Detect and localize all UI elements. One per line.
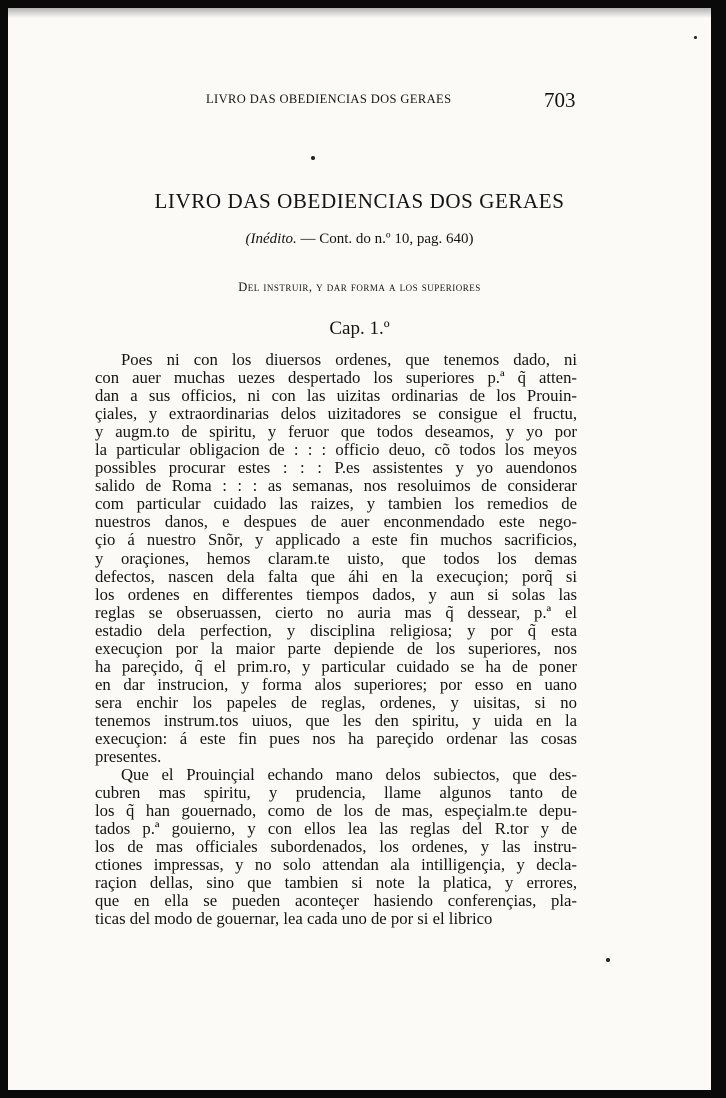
body-line: com particular cuidado las raizes, y tambien los remedios de bbox=[95, 495, 577, 514]
section-heading: Del instruir, y dar forma a los superiores bbox=[238, 280, 481, 294]
body-line: Que el Prouinçial echando mano delos subiectos, que des- bbox=[121, 766, 577, 785]
body-line: y augm.to de spiritu, y feruor que todos deseamos, y yo por bbox=[95, 423, 577, 442]
body-text bbox=[95, 351, 577, 929]
body-line: reglas se obseruassen, cierto no auria mas q̃ dessear, p.ª el bbox=[95, 603, 577, 622]
body-line: con auer muchas uezes despertado los superiores p.ª q̃ atten- bbox=[95, 369, 577, 388]
subtitle-rest: — Cont. do n.º 10, pag. 640) bbox=[296, 231, 474, 247]
body-line: nuestros danos, e despues de auer enconmendado este nego- bbox=[95, 513, 577, 532]
body-line: los q̃ han gouernado, como de los de mas, espeçialm.te depu- bbox=[95, 802, 577, 821]
body-line: tenemos instrum.tos uiuos, que les den spiritu, y uida en la bbox=[95, 711, 577, 730]
body-line: ticas del modo de gouernar, lea cada uno de por si el librico bbox=[95, 910, 493, 929]
running-header bbox=[8, 88, 711, 118]
body-line: cubren mas spiritu, y prudencia, llame algunos tanto de bbox=[95, 784, 577, 803]
subtitle-italic: (Inédito. bbox=[245, 231, 297, 247]
body-line: ha pareçido, q̃ el prim.ro, y particular cuidado se ha de poner bbox=[95, 657, 577, 676]
body-line: sera enchir los papeles de reglas, ordenes, y uisitas, si no bbox=[95, 693, 577, 712]
body-line: çio á nuestro Snõr, y applicado a este fin muchos sacrificios, bbox=[95, 531, 577, 550]
body-line: la particular obligacion de : : : officio deuo, cõ todos los meyos bbox=[95, 441, 577, 460]
scan-edge-shadow bbox=[8, 8, 711, 18]
body-line: ctiones impressas, y no solo attendan ala intilligençia, y decla- bbox=[95, 856, 577, 875]
ink-speck bbox=[311, 156, 315, 160]
body-line: raçion dellas, sino que tambien si note la platica, y errores, bbox=[95, 874, 577, 893]
body-line: en dar instrucion, y forma alos superiores; por esso en uano bbox=[95, 675, 577, 694]
body-line: execuçion por la maior parte depiende de los superiores, nos bbox=[95, 639, 577, 658]
body-line: dan a sus officios, ni con las uizitas ordinarias de los Prouin- bbox=[95, 387, 577, 406]
body-line: defectos, nascen dela falta que áhi en la execuçion; porq̃ si bbox=[95, 567, 577, 586]
running-title: LIVRO DAS OBEDIENCIAS DOS GERAES bbox=[206, 92, 452, 106]
body-line: los de mas officiales subordenados, los ordenes, y las instru- bbox=[95, 838, 577, 857]
document-page bbox=[8, 8, 711, 1090]
ink-speck bbox=[606, 958, 610, 962]
body-line: çiales, y extraordinarias delos uizitadores se consigue el fructu, bbox=[95, 405, 577, 424]
body-line: los ordenes en differentes tiempos dados, y aun si solas las bbox=[95, 585, 577, 604]
body-line: estadio dela perfection, y disciplina religiosa; y por q̃ esta bbox=[95, 621, 577, 640]
page-number: 703 bbox=[544, 88, 576, 112]
body-line: tados p.ª gouierno, y con ellos lea las reglas del R.tor y de bbox=[95, 820, 577, 839]
article-title: LIVRO DAS OBEDIENCIAS DOS GERAES bbox=[154, 189, 565, 213]
body-line: execuçion: á este fin pues nos ha pareçido ordenar las cosas bbox=[95, 729, 577, 748]
body-line: que en ella se pueden aconteçer hasiendo conferençias, pla- bbox=[95, 892, 577, 911]
ink-speck bbox=[694, 36, 697, 39]
body-line: Poes ni con los diuersos ordenes, que tenemos dado, ni bbox=[121, 351, 577, 369]
body-line: y oraçiones, hemos claram.te uisto, que todos los demas bbox=[95, 549, 577, 568]
body-line: salido de Roma : : : as semanas, nos resoluimos de considerar bbox=[95, 477, 577, 496]
body-line: presentes. bbox=[95, 748, 162, 767]
body-line: possibles procurar estes : : : P.es assistentes y yo auendonos bbox=[95, 459, 577, 478]
chapter-heading: Cap. 1.º bbox=[329, 318, 390, 339]
article-subtitle bbox=[8, 231, 711, 248]
